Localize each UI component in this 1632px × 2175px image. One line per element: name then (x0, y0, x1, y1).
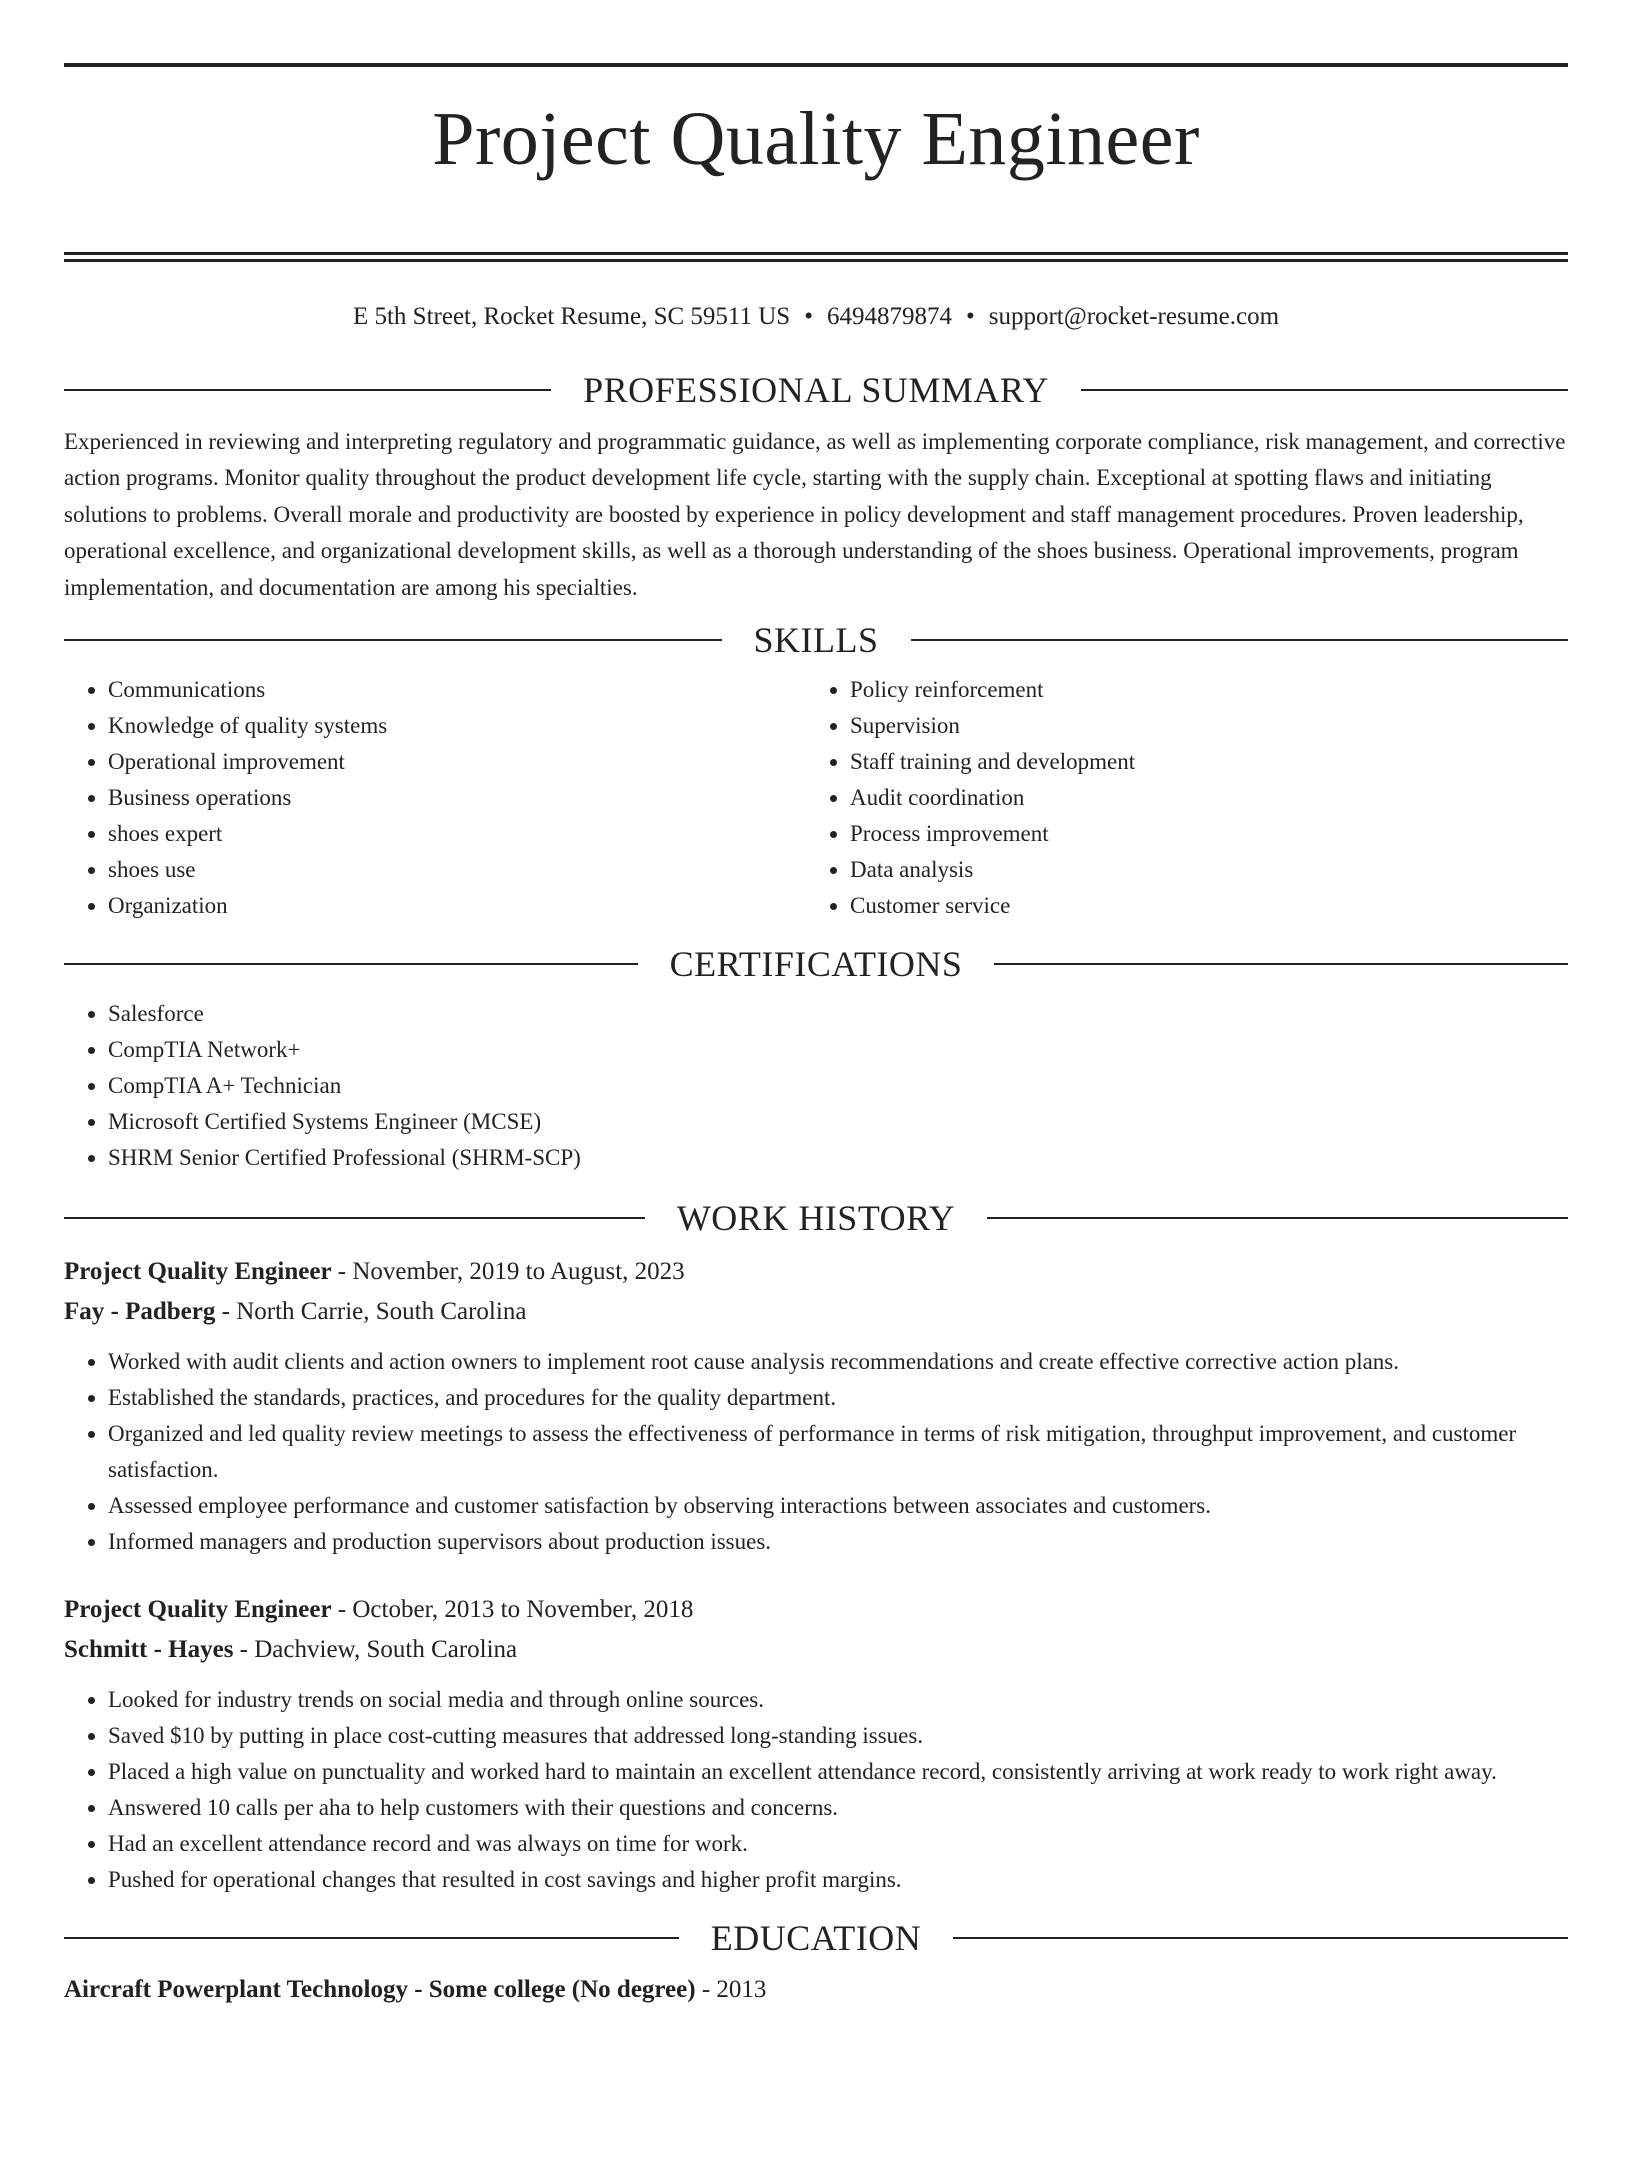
certifications-heading (64, 944, 1568, 984)
job-bullet: • Worked with audit clients and action owners to implement root cause analysis recommendations and create effective corrective action plans. (108, 1344, 1568, 1380)
skill-item: • Audit coordination (850, 780, 1548, 816)
contact-separator: • (804, 302, 813, 330)
heading-rule-right (1081, 389, 1568, 391)
skill-item: • Data analysis (850, 852, 1548, 888)
certification-item: • CompTIA A+ Technician (108, 1068, 1568, 1104)
job-title: Project Quality Engineer (64, 1596, 332, 1624)
education-heading-label: EDUCATION (710, 1918, 922, 1959)
job-location: - North Carrie, South Carolina (215, 1298, 527, 1326)
title-double-rule (64, 252, 1568, 262)
education-degree: Aircraft Powerplant Technology - Some college (No degree) (64, 1976, 696, 2004)
job-entry (64, 1590, 1568, 1898)
job-bullet: • Assessed employee performance and customer satisfaction by observing interactions between associates and customers. (108, 1488, 1568, 1524)
heading-rule-left (64, 1937, 679, 1939)
job-bullet: • Organized and led quality review meetings to assess the effectiveness of performance in terms of risk mitigation, throughput improvement, and customer satisfaction. (108, 1416, 1568, 1488)
summary-heading-label: PROFESSIONAL SUMMARY (583, 369, 1049, 410)
contact-email: support@rocket-resume.com (988, 302, 1280, 330)
work-history-heading (64, 1198, 1568, 1238)
skill-item: • Customer service (850, 888, 1548, 924)
certification-item: • Microsoft Certified Systems Engineer (MCSE) (108, 1104, 1568, 1140)
skill-item: • Communications (108, 672, 806, 708)
skill-item: • Operational improvement (108, 744, 806, 780)
skill-item: • Process improvement (850, 816, 1548, 852)
contact-separator: • (965, 302, 975, 330)
job-bullet: • Established the standards, practices, and procedures for the quality department. (108, 1380, 1568, 1416)
skill-item: • Staff training and development (850, 744, 1548, 780)
heading-rule-left (64, 389, 551, 391)
job-dates: - November, 2019 to August, 2023 (331, 1258, 685, 1286)
certification-item: • SHRM Senior Certified Professional (SHRM-SCP) (108, 1140, 1568, 1176)
job-bullets (64, 1682, 1568, 1898)
summary-text: Experienced in reviewing and interpreting regulatory and programmatic guidance, as well as implementing corporate compliance, risk management, and corrective action programs. Monitor quality throughout the product development life cycle, starting with the supply chain. Exceptional at spotting flaws and initiating solutions to problems. Overall morale and productivity are boosted by experience in policy development and staff management procedures. Proven leadership, operational excellence, and organizational development skills, as well as a thorough understanding of the shoes business. Operational improvements, program implementation, and documentation are among his specialties. (64, 428, 1566, 600)
skill-item: • Business operations (108, 780, 806, 816)
heading-rule-right (911, 639, 1569, 641)
education-year: - 2013 (695, 1976, 767, 2004)
job-company-line (64, 1630, 1568, 1670)
contact-phone: 6494879874 (826, 302, 952, 330)
heading-rule-left (64, 1217, 645, 1219)
job-bullet: • Informed managers and production supervisors about production issues. (108, 1524, 1568, 1560)
skills-column-right (806, 672, 1548, 924)
skill-item: • shoes use (108, 852, 806, 888)
heading-rule-right (987, 1217, 1568, 1219)
skills-column-left (64, 672, 806, 924)
heading-rule-left (64, 639, 722, 641)
job-bullet: • Pushed for operational changes that resulted in cost savings and higher profit margins. (108, 1862, 1568, 1898)
job-dates: - October, 2013 to November, 2018 (331, 1596, 694, 1624)
job-bullet: • Answered 10 calls per aha to help customers with their questions and concerns. (108, 1790, 1568, 1826)
top-rule (64, 63, 1568, 67)
skills-heading-label: SKILLS (753, 620, 879, 661)
certifications-list (64, 996, 1568, 1176)
skill-item: • Organization (108, 888, 806, 924)
job-title-line (64, 1590, 1568, 1630)
job-title: Project Quality Engineer (64, 1258, 332, 1286)
job-company-line (64, 1292, 1568, 1332)
education-entry (64, 1970, 1568, 2010)
job-bullet: • Had an excellent attendance record and was always on time for work. (108, 1826, 1568, 1862)
job-bullet: • Looked for industry trends on social media and through online sources. (108, 1682, 1568, 1718)
skills-heading (64, 620, 1568, 660)
education-heading (64, 1918, 1568, 1958)
job-company: Schmitt - Hayes (64, 1636, 234, 1664)
skill-item: • Knowledge of quality systems (108, 708, 806, 744)
contact-address: E 5th Street, Rocket Resume, SC 59511 US (352, 302, 791, 330)
job-bullet: • Saved $10 by putting in place cost-cutting measures that addressed long-standing issues. (108, 1718, 1568, 1754)
job-location: - Dachview, South Carolina (233, 1636, 518, 1664)
job-bullets (64, 1344, 1568, 1560)
job-company: Fay - Padberg (64, 1298, 216, 1326)
skill-item: • shoes expert (108, 816, 806, 852)
resume-title: Project Quality Engineer (432, 97, 1200, 181)
certification-item: • CompTIA Network+ (108, 1032, 1568, 1068)
skill-item: • Policy reinforcement (850, 672, 1548, 708)
skills-list (64, 672, 1568, 924)
job-entry (64, 1252, 1568, 1560)
summary-heading (64, 370, 1568, 410)
job-title-line (64, 1252, 1568, 1292)
heading-rule-left (64, 963, 638, 965)
job-bullet: • Placed a high value on punctuality and worked hard to maintain an excellent attendance record, consistently arriving at work ready to work right away. (108, 1754, 1568, 1790)
heading-rule-right (994, 963, 1568, 965)
certifications-heading-label: CERTIFICATIONS (669, 944, 963, 985)
contact-line (64, 300, 1568, 334)
work-history-heading-label: WORK HISTORY (676, 1198, 956, 1239)
certification-item: • Salesforce (108, 996, 1568, 1032)
resume-page (0, 63, 1632, 2175)
heading-rule-right (953, 1937, 1568, 1939)
skill-item: • Supervision (850, 708, 1548, 744)
